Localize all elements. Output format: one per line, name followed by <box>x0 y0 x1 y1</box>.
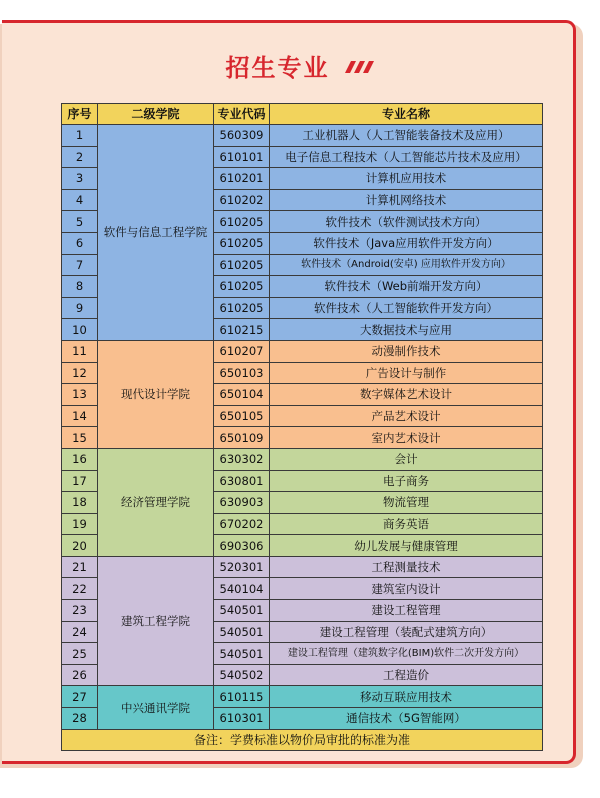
table-row <box>62 686 543 708</box>
major-code: 630903 <box>214 492 270 514</box>
major-name: 计算机网络技术 <box>270 189 543 211</box>
table-row <box>62 556 543 578</box>
header-no: 序号 <box>62 104 98 125</box>
major-code: 610301 <box>214 708 270 730</box>
major-code: 540501 <box>214 621 270 643</box>
major-name: 通信技术（5G智能网） <box>270 708 543 730</box>
row-number: 3 <box>62 168 98 190</box>
major-name: 产品艺术设计 <box>270 405 543 427</box>
header-college: 二级学院 <box>98 104 214 125</box>
note-row <box>62 729 543 751</box>
major-name: 商务英语 <box>270 513 543 535</box>
major-name: 室内艺术设计 <box>270 427 543 449</box>
major-name: 物流管理 <box>270 492 543 514</box>
row-number: 14 <box>62 405 98 427</box>
major-name: 幼儿发展与健康管理 <box>270 535 543 557</box>
major-code: 610215 <box>214 319 270 341</box>
row-number: 17 <box>62 470 98 492</box>
row-number: 13 <box>62 384 98 406</box>
row-number: 25 <box>62 643 98 665</box>
enrollment-table <box>61 103 543 751</box>
row-number: 5 <box>62 211 98 233</box>
row-number: 23 <box>62 600 98 622</box>
major-code: 610207 <box>214 340 270 362</box>
major-name: 建筑室内设计 <box>270 578 543 600</box>
major-name: 数字媒体艺术设计 <box>270 384 543 406</box>
major-name: 工业机器人（人工智能装备技术及应用） <box>270 125 543 147</box>
row-number: 6 <box>62 232 98 254</box>
major-name: 软件技术（人工智能软件开发方向） <box>270 297 543 319</box>
row-number: 7 <box>62 254 98 276</box>
college-name: 建筑工程学院 <box>98 556 214 686</box>
major-name: 广告设计与制作 <box>270 362 543 384</box>
note-text: 备注：学费标准以物价局审批的标准为准 <box>62 729 543 751</box>
major-name: 电子商务 <box>270 470 543 492</box>
major-code: 650105 <box>214 405 270 427</box>
major-code: 610205 <box>214 211 270 233</box>
major-name: 软件技术（Web前端开发方向） <box>270 276 543 298</box>
major-name: 工程造价 <box>270 664 543 686</box>
major-name: 动漫制作技术 <box>270 340 543 362</box>
slash-decoration-icon <box>339 57 375 75</box>
major-name: 电子信息工程技术（人工智能芯片技术及应用） <box>270 146 543 168</box>
row-number: 28 <box>62 708 98 730</box>
row-number: 26 <box>62 664 98 686</box>
major-code: 670202 <box>214 513 270 535</box>
major-code: 520301 <box>214 556 270 578</box>
row-number: 22 <box>62 578 98 600</box>
row-number: 19 <box>62 513 98 535</box>
college-name: 现代设计学院 <box>98 340 214 448</box>
major-code: 610115 <box>214 686 270 708</box>
title-area <box>0 48 600 83</box>
major-name: 建设工程管理（装配式建筑方向） <box>270 621 543 643</box>
header-row <box>62 104 543 125</box>
row-number: 4 <box>62 189 98 211</box>
major-code: 610205 <box>214 232 270 254</box>
header-major: 专业名称 <box>270 104 543 125</box>
major-name: 工程测量技术 <box>270 556 543 578</box>
major-code: 610202 <box>214 189 270 211</box>
row-number: 12 <box>62 362 98 384</box>
major-name: 软件技术（Android(安卓) 应用软件开发方向） <box>270 254 543 276</box>
table-body <box>62 125 543 730</box>
major-name: 软件技术（Java应用软件开发方向） <box>270 232 543 254</box>
major-code: 540501 <box>214 600 270 622</box>
major-code: 610205 <box>214 297 270 319</box>
college-name: 经济管理学院 <box>98 448 214 556</box>
major-code: 610205 <box>214 254 270 276</box>
major-code: 610101 <box>214 146 270 168</box>
major-code: 540502 <box>214 664 270 686</box>
row-number: 27 <box>62 686 98 708</box>
page-title: 招生专业 <box>225 54 330 82</box>
major-name: 移动互联应用技术 <box>270 686 543 708</box>
major-code: 650103 <box>214 362 270 384</box>
header-code: 专业代码 <box>214 104 270 125</box>
table-row <box>62 125 543 147</box>
row-number: 21 <box>62 556 98 578</box>
major-code: 540501 <box>214 643 270 665</box>
row-number: 10 <box>62 319 98 341</box>
table-row <box>62 340 543 362</box>
table-row <box>62 448 543 470</box>
row-number: 15 <box>62 427 98 449</box>
major-code: 650109 <box>214 427 270 449</box>
major-name: 计算机应用技术 <box>270 168 543 190</box>
major-code: 650104 <box>214 384 270 406</box>
major-name: 会计 <box>270 448 543 470</box>
row-number: 11 <box>62 340 98 362</box>
row-number: 2 <box>62 146 98 168</box>
major-code: 610201 <box>214 168 270 190</box>
major-code: 630801 <box>214 470 270 492</box>
college-name: 软件与信息工程学院 <box>98 125 214 341</box>
row-number: 16 <box>62 448 98 470</box>
college-name: 中兴通讯学院 <box>98 686 214 729</box>
row-number: 20 <box>62 535 98 557</box>
major-name: 大数据技术与应用 <box>270 319 543 341</box>
major-name: 软件技术（软件测试技术方向） <box>270 211 543 233</box>
major-code: 630302 <box>214 448 270 470</box>
major-code: 540104 <box>214 578 270 600</box>
major-name: 建设工程管理（建筑数字化(BIM)软件二次开发方向） <box>270 643 543 665</box>
row-number: 8 <box>62 276 98 298</box>
major-code: 610205 <box>214 276 270 298</box>
major-name: 建设工程管理 <box>270 600 543 622</box>
major-code: 690306 <box>214 535 270 557</box>
row-number: 1 <box>62 125 98 147</box>
row-number: 18 <box>62 492 98 514</box>
major-code: 560309 <box>214 125 270 147</box>
row-number: 9 <box>62 297 98 319</box>
row-number: 24 <box>62 621 98 643</box>
